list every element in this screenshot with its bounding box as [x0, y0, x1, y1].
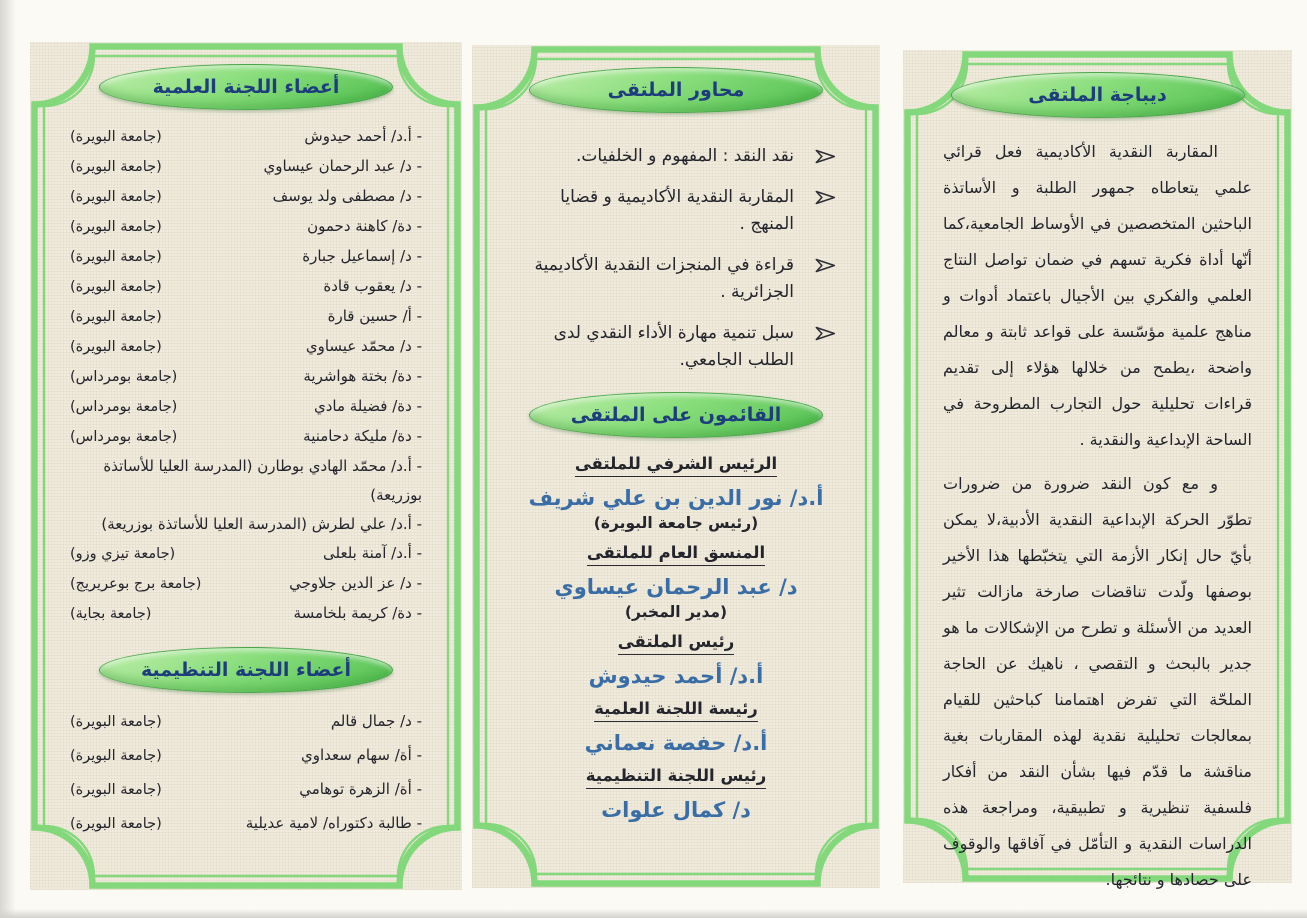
organizer-role [512, 454, 840, 477]
organizer-role [512, 699, 840, 722]
organizing-committee-title: أعضاء اللجنة التنظيمية [140, 659, 352, 681]
member-name: - دة/ كريمة بلخامسة [293, 604, 422, 622]
member-university: (جامعة البويرة) [70, 159, 162, 175]
committee-member-row [70, 212, 422, 242]
organizer-note: (مدير المخبر) [624, 603, 728, 621]
panel-preamble [903, 50, 1292, 889]
theme-text: قراءة في المنجزات النقدية الأكاديمية الجزائرية . [534, 255, 794, 302]
organizer-entry [512, 454, 840, 532]
member-university: (جامعة البويرة) [70, 339, 162, 355]
committee-member-row [70, 272, 422, 302]
organizer-role-text: رئيس الملتقى [618, 632, 734, 655]
member-name: - د/ عز الدين جلاوجي [289, 574, 422, 592]
organizer-role-text: رئيس اللجنة التنظيمية [586, 766, 766, 789]
scientific-committee-title: أعضاء اللجنة العلمية [152, 76, 340, 98]
theme-item [514, 320, 838, 374]
theme-item [514, 184, 838, 238]
arrow-bullet-icon [814, 257, 838, 274]
member-university: (جامعة بومرداس) [70, 429, 178, 445]
organizer-role-text: المنسق العام للملتقى [587, 543, 765, 566]
scientific-committee-header [99, 64, 393, 110]
member-university: (جامعة بومرداس) [70, 399, 178, 415]
program-content [472, 45, 880, 888]
arrow-bullet-icon [814, 189, 838, 206]
member-university: (جامعة برج بوعريريج) [70, 576, 202, 592]
member-university: (جامعة تيزي وزو) [70, 546, 176, 562]
committee-member-row [70, 422, 422, 452]
committee-member-row [70, 182, 422, 212]
preamble-paragraph: المقاربة النقدية الأكاديمية فعل قرائي علمي يتعاطاه جمهور الطلبة و الأساتذة الباحثين المتخصصين في الأوساط الجامعية،كما أنّها أداة فكرية تسهم في ضمان تواصل النتاج العلمي والفكري بين الأجيال باعتماد أدوات و مناهج علمية مؤسّسة على قواعد ثابتة و معالم واضحة ،يطمح من خلالها هؤلاء إلى تقديم قراءات تحليلية حول التجارب المطروحة في الساحة الإبداعية والنقدية . [943, 142, 1252, 449]
committee-member-row [70, 705, 422, 739]
committee-member-row [70, 599, 422, 629]
committee-member-row [70, 332, 422, 362]
member-university: (جامعة البويرة) [70, 279, 162, 295]
member-name: - أ/ حسين قارة [327, 307, 422, 325]
panel-committees [30, 42, 462, 890]
organizer-role-text: الرئيس الشرفي للملتقى [575, 454, 777, 477]
theme-text: سبل تنمية مهارة الأداء النقدي لدى الطلب الجامعي. [553, 323, 794, 370]
member-university: (جامعة البويرة) [70, 249, 162, 265]
member-name: - د/ إسماعيل جبارة [302, 247, 422, 265]
organizer-name: أ.د/ نور الدين بن علي شريف [528, 486, 824, 510]
theme-item [514, 143, 838, 170]
member-name: - د/ جمال قالم [330, 712, 422, 730]
preamble-header [951, 72, 1245, 118]
member-name: - دة/ فضيلة مادي [313, 397, 422, 415]
committee-member-row [70, 807, 422, 841]
themes-header [529, 67, 823, 113]
member-university: (جامعة البويرة) [70, 714, 162, 730]
scientific-committee-list [70, 122, 422, 629]
member-university: (جامعة بجاية) [70, 606, 152, 622]
committee-member-row [70, 510, 422, 539]
member-university: (جامعة البويرة) [70, 189, 162, 205]
organizers-list [512, 454, 840, 822]
member-name: - أ.د/ علي لطرش (المدرسة العليا للأساتذة بوزريعة) [101, 515, 422, 533]
organizer-name: أ.د/ حفصة نعماني [584, 731, 768, 755]
themes-title: محاور الملتقى [607, 79, 745, 101]
preamble-title: ديباجة الملتقى [1028, 84, 1167, 106]
member-university: (جامعة البويرة) [70, 748, 162, 764]
member-name: - أ.د/ محمّد الهادي بوطارن (المدرسة العليا للأساتذة بوزريعة) [103, 457, 422, 504]
member-university: (جامعة البويرة) [70, 782, 162, 798]
member-name: - أ.د/ آمنة بلعلى [322, 544, 422, 562]
member-name: - د/ محمّد عيساوي [305, 337, 422, 355]
committees-content [30, 42, 462, 890]
member-name: - أة/ سهام سعداوي [301, 746, 422, 764]
committee-member-row [70, 539, 422, 569]
member-name: - د/ يعقوب قادة [323, 277, 422, 295]
committee-member-row [70, 739, 422, 773]
committee-member-row [70, 392, 422, 422]
member-name: - دة/ بختة هواشرية [303, 367, 422, 385]
committee-member-row [70, 152, 422, 182]
member-university: (جامعة البويرة) [70, 219, 162, 235]
panel-program [472, 45, 880, 888]
organizer-entry [512, 699, 840, 755]
organizer-entry [512, 766, 840, 822]
committee-member-row [70, 122, 422, 152]
member-name: - دة/ كاهنة دحمون [307, 217, 422, 235]
member-name: - أة/ الزهرة توهامي [299, 780, 422, 798]
organizer-name: د/ عبد الرحمان عيساوي [554, 575, 798, 599]
theme-item [514, 252, 838, 306]
preamble-content [903, 50, 1292, 889]
committee-member-row [70, 452, 422, 510]
organizer-name: د/ كمال علوات [601, 798, 751, 822]
member-name: - دة/ مليكة دحامنية [303, 427, 422, 445]
organizing-committee-header [99, 647, 393, 693]
member-university: (جامعة البويرة) [70, 129, 162, 145]
member-university: (جامعة البويرة) [70, 309, 162, 325]
committee-member-row [70, 773, 422, 807]
committee-member-row [70, 242, 422, 272]
arrow-bullet-icon [814, 148, 838, 165]
member-name: - د/ عبد الرحمان عيساوي [263, 157, 422, 175]
organizer-role [512, 543, 840, 566]
theme-text: نقد النقد : المفهوم و الخلفيات. [575, 146, 794, 166]
organizer-role [512, 632, 840, 655]
themes-list [512, 143, 840, 374]
theme-text: المقاربة النقدية الأكاديمية و قضايا المنهج . [560, 187, 794, 234]
committee-member-row [70, 362, 422, 392]
organizers-title: القائمون على الملتقى [570, 404, 782, 426]
arrow-bullet-icon [814, 325, 838, 342]
member-university: (جامعة بومرداس) [70, 369, 178, 385]
organizer-role-text: رئيسة اللجنة العلمية [594, 699, 758, 722]
organizer-note: (رئيس جامعة البويرة) [593, 514, 759, 532]
organizers-header [529, 392, 823, 438]
preamble-paragraph: و مع كون النقد ضرورة من ضرورات تطوّر الحركة الإبداعية النقدية الأدبية،لا يمكن بأيّ حال إنكار الأزمة التي يتخبّطها هذا الأخير بوصفها ولّدت تناقضات صارخة مازالت تثير العديد من الأسئلة و تطرح من الإشكالات ما هو جدير بالبحث و التقصي ، ناهيك عن الحاجة الملحّة التي تفرض اهتمامنا كباحثين للقيام بمعالجات تحليلية نقدية لهذه المقاربات بغية مناقشة ما قدّم فيها بشأن النقد من أفكار فلسفية تنظيرية و تطبيقية، ومراجعة هذه الدراسات النقدية و التأمّل في آفاقها والوقوف على حصادها و نتائجها. [943, 474, 1252, 889]
committee-member-row [70, 302, 422, 332]
member-name: - أ.د/ أحمد حيدوش [304, 127, 422, 145]
member-university: (جامعة البويرة) [70, 816, 162, 832]
committee-member-row [70, 569, 422, 599]
member-name: - طالبة دكتوراه/ لامية عديلية [245, 814, 422, 832]
organizer-name: أ.د/ أحمد حيدوش [588, 664, 764, 688]
organizer-entry [512, 543, 840, 621]
organizing-committee-list [70, 705, 422, 841]
preamble-paragraphs [943, 134, 1252, 898]
member-name: - د/ مصطفى ولد يوسف [272, 187, 422, 205]
organizer-entry [512, 632, 840, 688]
organizer-role [512, 766, 840, 789]
